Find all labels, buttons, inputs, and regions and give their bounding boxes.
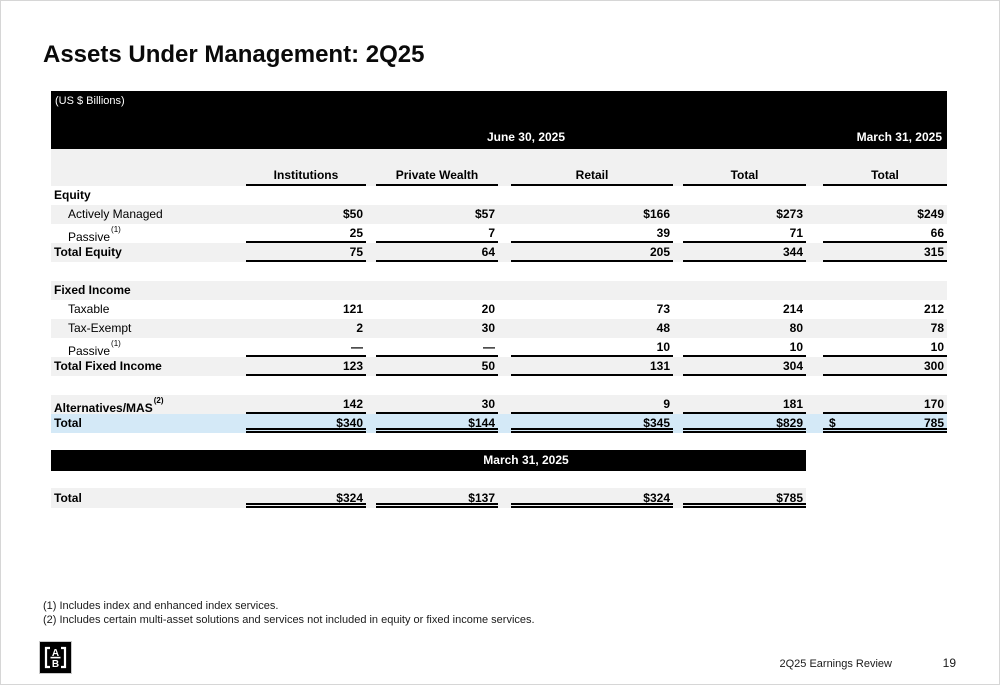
footer-page-number: 19 [942, 656, 956, 670]
value-cell: 142 [246, 395, 366, 414]
row-fixed-income-passive [51, 338, 947, 357]
col-header-institutions: Institutions [246, 168, 366, 186]
value-cell: 2 [356, 321, 363, 335]
period-current-header: June 30, 2025 [486, 130, 566, 144]
row-label: Total [54, 416, 82, 430]
value-cell: $324 [511, 488, 673, 508]
value-cell: $340 [246, 414, 366, 433]
value-cell: 25 [246, 224, 366, 243]
value-cell: 10 [511, 338, 673, 357]
logo-letter-a: A [51, 648, 60, 659]
footnote-ref: (2) [153, 396, 164, 405]
row-fixed-income-section [51, 281, 947, 300]
value-cell: 10 [683, 338, 806, 357]
value-cell: 20 [481, 302, 495, 316]
footnote-ref: (1) [111, 339, 121, 348]
value-cell: — [246, 338, 366, 357]
section-label: Fixed Income [54, 283, 131, 297]
footnote-2: (2) Includes certain multi-asset solutions and services not included in equity or fixed income services. [43, 613, 535, 626]
row-equity-section [51, 186, 947, 205]
col-header-total: Total [683, 168, 806, 186]
footnotes [43, 600, 535, 627]
page-title: Assets Under Management: 2Q25 [43, 41, 425, 68]
value-cell: 121 [342, 302, 363, 316]
currency-symbol: $ [829, 416, 836, 430]
value-cell: 48 [656, 321, 670, 335]
row-label: Total Equity [54, 245, 122, 259]
prior-period-bar [51, 450, 806, 471]
row-label: Taxable [68, 302, 110, 316]
value-cell: 344 [683, 243, 806, 262]
col-header-private-wealth: Private Wealth [376, 168, 498, 186]
period-prior-header: March 31, 2025 [856, 130, 942, 144]
value-cell-prior-total: $ 785 [823, 414, 947, 433]
value-cell: 212 [923, 302, 944, 316]
value-cell: 7 [376, 224, 498, 243]
blank-row [51, 376, 947, 395]
row-label: Passive$^{(1)}$ [68, 339, 121, 358]
table-header-bar [51, 91, 947, 149]
value-cell: $249 [917, 207, 944, 221]
row-tax-exempt [51, 319, 947, 338]
value-cell: $785 [683, 488, 806, 508]
aum-table [51, 91, 947, 508]
value-cell: 71 [683, 224, 806, 243]
prior-period-header: March 31, 2025 [483, 453, 569, 467]
value-cell: $324 [246, 488, 366, 508]
value-cell: 315 [823, 243, 947, 262]
value-cell: 205 [511, 243, 673, 262]
col-header-retail: Retail [511, 168, 673, 186]
value-cell: 80 [789, 321, 803, 335]
value-cell: 131 [511, 357, 673, 376]
value-cell: $166 [643, 207, 670, 221]
value-cell: 78 [930, 321, 944, 335]
value-cell: $50 [342, 207, 363, 221]
value-cell: 10 [823, 338, 947, 357]
row-alternatives-mas [51, 395, 947, 414]
value-cell: 50 [376, 357, 498, 376]
row-label: Passive$^{(1)}$ [68, 225, 121, 244]
row-label: Tax-Exempt [68, 321, 132, 335]
row-label: Total [54, 491, 82, 505]
row-equity-passive [51, 224, 947, 243]
ab-logo [39, 641, 72, 674]
column-header-row [51, 149, 947, 186]
value-cell: 181 [683, 395, 806, 414]
row-grand-total [51, 414, 947, 433]
prior-total-row [51, 488, 806, 508]
value-cell: 75 [246, 243, 366, 262]
value-cell: 304 [683, 357, 806, 376]
value-cell: $144 [376, 414, 498, 433]
col-header-prior-total: Total [823, 168, 947, 186]
value-cell: 66 [823, 224, 947, 243]
row-label: Alternatives/MAS$^{(2)}$ [54, 396, 164, 415]
section-label: Equity [54, 188, 91, 202]
value-cell: 30 [481, 321, 495, 335]
value-cell: 9 [511, 395, 673, 414]
value-cell: 214 [782, 302, 803, 316]
row-actively-managed [51, 205, 947, 224]
row-taxable [51, 300, 947, 319]
footnote-1: (1) Includes index and enhanced index services. [43, 600, 279, 612]
blank-row [51, 262, 947, 281]
value-cell: 39 [511, 224, 673, 243]
value-cell: $829 [683, 414, 806, 433]
row-total-equity [51, 243, 947, 262]
value-cell: 300 [823, 357, 947, 376]
value-cell: 73 [656, 302, 670, 316]
value-cell: $345 [511, 414, 673, 433]
value-cell: 64 [376, 243, 498, 262]
row-label: Total Fixed Income [54, 359, 162, 373]
value-cell: 123 [246, 357, 366, 376]
value-cell: $57 [474, 207, 495, 221]
footer-doc-title: 2Q25 Earnings Review [779, 658, 892, 670]
row-total-fixed-income [51, 357, 947, 376]
footnote-ref: (1) [111, 225, 121, 234]
value-cell: 170 [823, 395, 947, 414]
logo-letter-b: B [51, 659, 60, 670]
value-cell: — [376, 338, 498, 357]
row-label: Actively Managed [68, 207, 163, 221]
value-cell: $137 [376, 488, 498, 508]
units-label: (US $ Billions) [55, 95, 125, 107]
value-cell: $273 [776, 207, 803, 221]
value-cell: 30 [376, 395, 498, 414]
